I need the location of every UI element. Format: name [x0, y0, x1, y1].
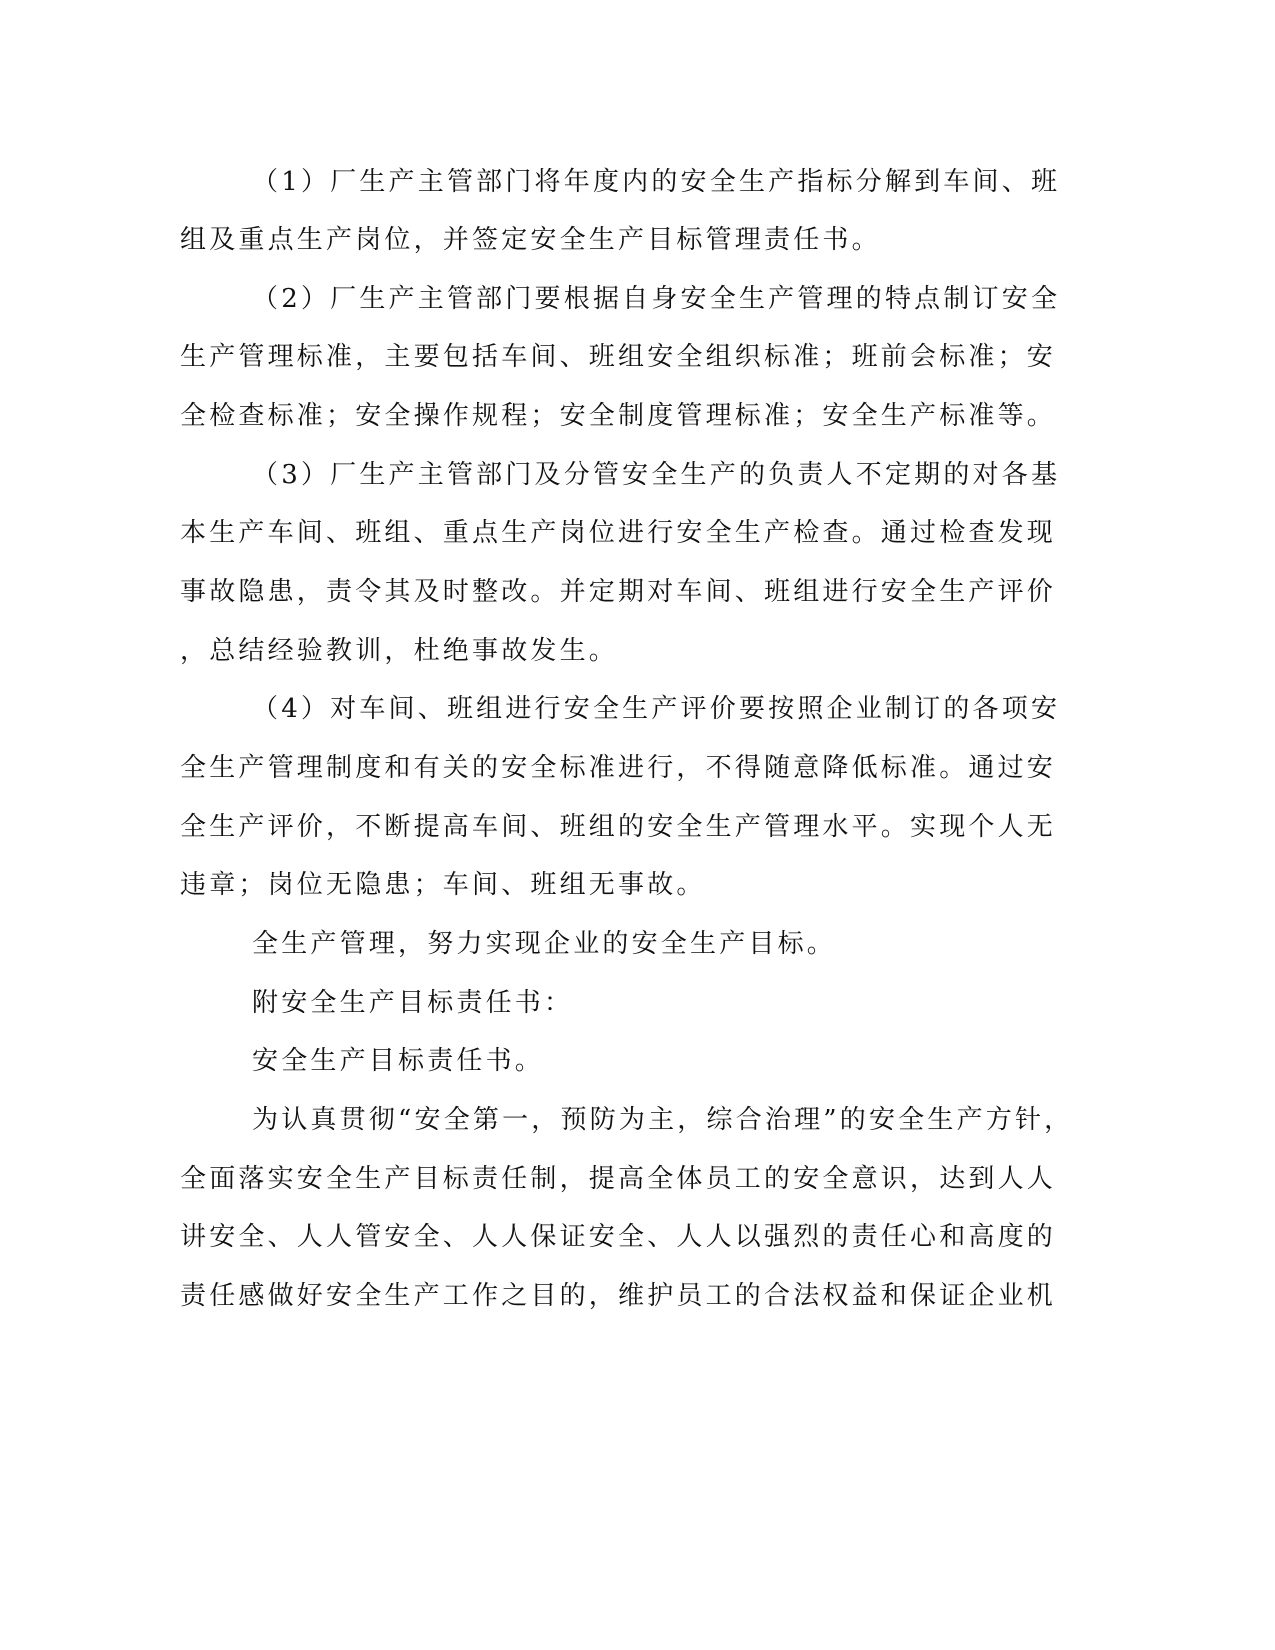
paragraph-3-line-3: 事故隐患，责令其及时整改。并定期对车间、班组进行安全生产评价	[180, 577, 1057, 607]
paragraph-8-line-4: 责任感做好安全生产工作之目的，维护员工的合法权益和保证企业机	[180, 1281, 1057, 1311]
paragraph-2-line-2: 生产管理标准，主要包括车间、班组安全组织标准；班前会标准；安	[180, 342, 1057, 372]
paragraph-3-line-2: 本生产车间、班组、重点生产岗位进行安全生产检查。通过检查发现	[180, 518, 1057, 548]
paragraph-4-line-4: 违章；岗位无隐患；车间、班组无事故。	[180, 870, 706, 900]
paragraph-4-line-2: 全生产管理制度和有关的安全标准进行，不得随意降低标准。通过安	[180, 753, 1057, 783]
responsibility-letter-title: 安全生产目标责任书。	[252, 1046, 545, 1076]
paragraph-8-line-3: 讲安全、人人管安全、人人保证安全、人人以强烈的责任心和高度的	[180, 1222, 1057, 1252]
paragraph-8-line-1: 为认真贯彻“安全第一，预防为主，综合治理”的安全生产方针，	[252, 1105, 1074, 1135]
paragraph-3-line-1: （3）厂生产主管部门及分管安全生产的负责人不定期的对各基	[252, 460, 1061, 490]
paragraph-1-line-1: （1）厂生产主管部门将年度内的安全生产指标分解到车间、班	[252, 167, 1061, 197]
attachment-heading: 附安全生产目标责任书：	[252, 988, 574, 1018]
paragraph-2-line-1: （2）厂生产主管部门要根据自身安全生产管理的特点制订安全	[252, 284, 1061, 314]
paragraph-8-line-2: 全面落实安全生产目标责任制，提高全体员工的安全意识，达到人人	[180, 1164, 1057, 1194]
paragraph-4-line-3: 全生产评价，不断提高车间、班组的安全生产管理水平。实现个人无	[180, 812, 1057, 842]
paragraph-1-line-2: 组及重点生产岗位，并签定安全生产目标管理责任书。	[180, 225, 881, 255]
paragraph-4-line-1: （4）对车间、班组进行安全生产评价要按照企业制订的各项安	[252, 694, 1061, 724]
paragraph-5-line-1: 全生产管理，努力实现企业的安全生产目标。	[252, 929, 837, 959]
paragraph-3-line-4: ，总结经验教训，杜绝事故发生。	[180, 636, 619, 666]
paragraph-2-line-3: 全检查标准；安全操作规程；安全制度管理标准；安全生产标准等。	[180, 401, 1057, 431]
